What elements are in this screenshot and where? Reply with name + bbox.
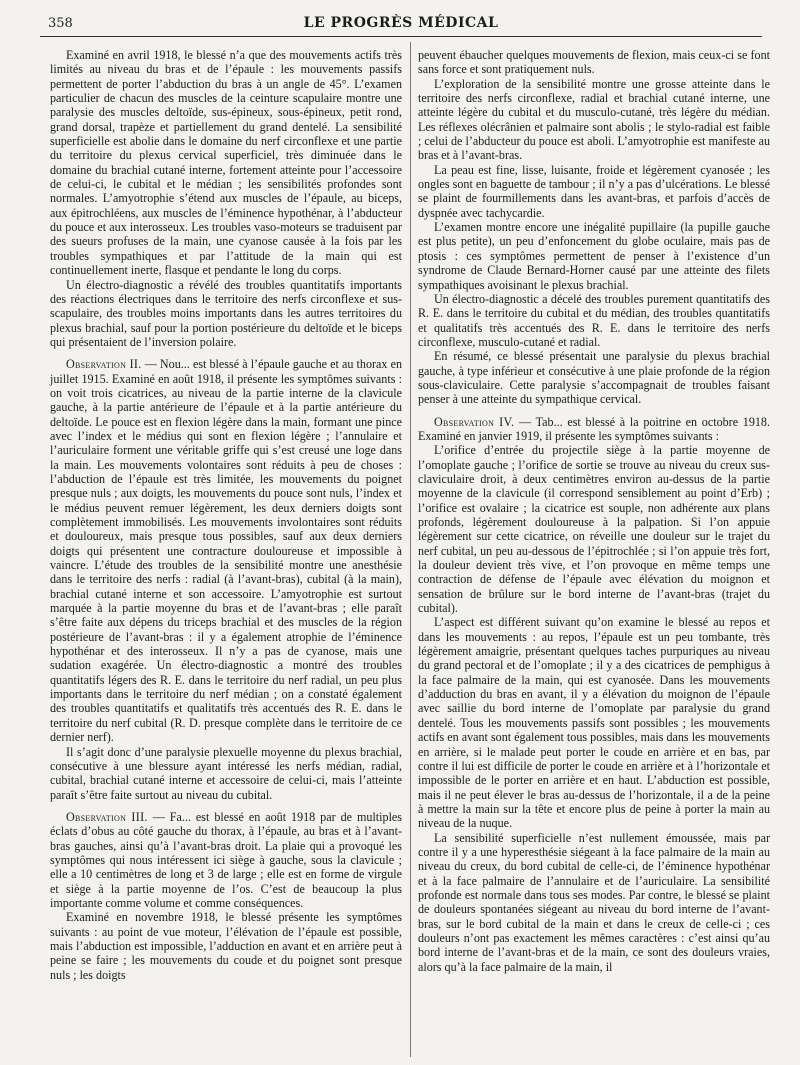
- paragraph-text: La peau est fine, lisse, luisante, froide et légèrement cyanosée ; les ongles sont en baguette de tambour ; il n’y a pas d’ulcérations. Le blessé se plaint de fourmillements dans les avant-bras, et parfois d’accès de dyspnée avec tachycardie.: [418, 162, 770, 220]
- paragraph: [418, 443, 770, 615]
- paragraph-text: L’aspect est différent suivant qu’on examine le blessé au repos et dans les mouvements : au repos, l’épaule est un peu tombante, très légèrement amaigrie, présentant quelques taches purpuriques au niveau du grand pectoral et de l’omoplate ; il y a des cicatrices de pemphigus à la face palmaire de la main, qui est cyanosée. Dans les mouvements d’adduction du bras en avant, il y a élévation du moignon de l’épaule avec saillie du bord interne de l’omoplate par paralysie du grand dentelé. Tous les mouvements passifs sont possibles ; les mouvements actifs en avant sont également tous possibles, mais dans les mouvements en arrière, si le malade peut porter le coude en arrière et en bas, par contre il lui est difficile de porter le coude en arrière et à l’horizontale et impossible de le porter en arrière et en haut. L’abduction est possible, mais il ne peut élever le bras au-dessus de l’horizontale, il a de la peine à mettre la main sur la tête et encore plus de peine à porter la main au niveau de la nuque.: [418, 615, 770, 831]
- paragraph-text: Un électro-diagnostic a révélé des troubles quantitatifs importants des réactions électriques dans le territoire des nerfs circonflexe et sus-scapulaire, des troubles moins importants dans les autres territoires du plexus brachial, sauf pour la portion postérieure du deltoïde et le biceps qui présentaient de l’inversion polaire.: [50, 277, 402, 349]
- paragraph: [50, 278, 402, 350]
- observation-heading: Observation IV.: [434, 414, 515, 429]
- paragraph: [50, 48, 402, 278]
- paragraph-text: Examiné en novembre 1918, le blessé présente les symptômes suivants : au point de vue moteur, l’élévation de l’épaule est possible, mais l’abduction est impossible, l’adduction en avant et en arrière peut à peine se faire ; les mouvements du coude et du poignet sont presque nuls ; les doigts: [50, 910, 402, 982]
- column-divider: [410, 42, 411, 1057]
- paragraph-text: La sensibilité superficielle n’est nullement émoussée, mais par contre il y a une hyperesthésie siégeant à la face palmaire de la main au niveau du creux, du bord cubital de celle-ci, de l’éminence hypothénar et à la face palmaire de l’annulaire et de l’auriculaire. La sensibilité profonde est normale dans tous ses modes. Par contre, le blessé se plaint de douleurs spontanées siégeant au niveau du bord interne de l’avant-bras, sur le bord cubital de la main et dans le creux de celle-ci ; ces douleurs n’ont pas exactement les mêmes caractères : c’est ainsi qu’au bord interne de l’avant-bras et de la main, ce sont des douleurs vraies, alors qu’à la face palmaire de la main, il: [418, 830, 770, 974]
- left-column: [50, 48, 402, 982]
- paragraph-text: L’exploration de la sensibilité montre une grosse atteinte dans le territoire des nerfs circonflexe, radial et brachial cutané interne, une atteinte légère du cubital et du musculo-cutané, très légère du médian. Les réflexes olécrânien et palmaire sont abolis ; le stylo-radial est faible ; celui de l’abducteur du pouce est aboli. L’amyotrophie est manifeste au bras et à l’avant-bras.: [418, 76, 770, 163]
- observation-heading: Observation III.: [66, 809, 148, 824]
- journal-title: LE PROGRÈS MÉDICAL: [303, 15, 499, 31]
- paragraph: [50, 357, 402, 744]
- paragraph: [418, 349, 770, 406]
- paragraph-text: — Fa... est blessé en août 1918 par de multiples éclats d’obus au côté gauche du thorax, à l’épaule, au bras et à l’avant-bras gauches, ainsi qu’à l’avant-bras droit. La plaie qui a provoqué les symptômes qui nous intéressent ici siège à gauche, sous la clavicule ; elle a 10 centimètres de long et 3 de large ; elle est en forme de virgule et siège à la partie moyenne de l’os. C’est de beaucoup la plus importante comme volume et comme conséquences.: [50, 809, 403, 910]
- paragraph: [418, 831, 770, 974]
- paragraph-text: Examiné en avril 1918, le blessé n’a que des mouvements actifs très limités au niveau du bras et de l’épaule : les mouvements passifs permettent de porter l’abduction du bras à un angle de 45°. L’examen particulier de chacun des muscles de la ceinture scapulaire montre une paralysie des muscles deltoïde, sus-épineux, sous-épineux, petit rond, grand dorsal, trapèze et partiellement du grand dentelé. La sensibilité superficielle est abolie dans le domaine du nerf circonflexe et une partie du territoire du plexus cervical superficiel, très diminuée dans le domaine du brachial cutané interne, fortement atteinte pour l’accessoire de celui-ci, le cubital et le médian ; les sensibilités profondes sont normales. L’amyotrophie s’étend aux muscles de l’épaule, au biceps, aux épitrochléens, aux muscles de l’éminence hypothénar, à l’abducteur du pouce et aux interosseux. Les troubles vaso-moteurs se traduisent par des sueurs profuses de la main, une cyanose causée à la fois par les troubles sympathiques et par l’attitude de la main qui est continuellement inerte, flasque et pendante le long du corps.: [50, 48, 402, 278]
- paragraph: [50, 745, 402, 802]
- right-column: [418, 48, 770, 974]
- paragraph: [418, 48, 770, 77]
- paragraph: [418, 77, 770, 163]
- paragraph-text: — Nou... est blessé à l’épaule gauche et au thorax en juillet 1915. Examiné en août 1918, il présente les symptômes suivants : on voit trois cicatrices, au niveau de la partie interne de la clavicule gauche, à la partie antérieure de l’épaule et à la partie antérieure du deltoïde. Le pouce est en flexion légère dans la main, formant une pince avec l’index et le médius qui sont en flexion légère ; l’annulaire et l’auriculaire forment une véritable griffe qui s’est creusé une loge dans la main. Les mouvements volontaires sont réduits à peu de choses : l’abduction de l’épaule est très limitée, les mouvements du poignet presque nuls ; aux doigts, les mouvements du pouce sont nuls, l’index et le médius peuvent remuer légèrement, les deux derniers doigts sont complètement immobilisés. Les mouvements involontaires sont réduits et douloureux, mais presque tous possibles, sauf aux deux derniers doigts qui présentent une contracture douloureuse et impossible à vaincre. L’étude des troubles de la sensibilité montre une anesthésie dans le territoire des nerfs : radial (à l’avant-bras), cubital (à la main), brachial cutané interne et son accessoire. L’amyotrophie est surtout marquée à la partie moyenne du bras et de l’avant-bras ; elle paraît s’être faite aux dépens du triceps brachial et des muscles de la région postérieure de l’avant-bras : il y a également atrophie de l’éminence hypothénar et des interosseux. Il n’y a pas de cyanose, mais une sudation exagérée. Un électro-diagnostic a montré des troubles quantitatifs légers des R. E. dans le territoire du nerf radial, un peu plus importants dans le territoire du nerf médian ; on a constaté également des troubles quantitatifs et qualitatifs très accentués des R. E. dans le territoire du nerf cubital (R. D. presque complète dans le territoire de ce dernier nerf).: [50, 357, 402, 745]
- running-header: [40, 12, 762, 37]
- paragraph-text: Il s’agit donc d’une paralysie plexuelle moyenne du plexus brachial, consécutive à une blessure ayant intéressé les nerfs médian, radial, cubital, brachial cutané interne et accessoire de celui-ci, mais l’atteinte paraît s’être faite surtout au niveau du cubital.: [50, 744, 402, 802]
- paragraph: [418, 220, 770, 292]
- paragraph-text: — Tab... est blessé à la poitrine en octobre 1918. Examiné en janvier 1919, il présente les symptômes suivants :: [418, 414, 770, 443]
- paragraph: [50, 810, 402, 910]
- paragraph-text: En résumé, ce blessé présentait une paralysie du plexus brachial gauche, à type inférieur et consécutive à une plaie profonde de la région sous-claviculaire. Cette paralysie s’accompagnait de troubles faisant penser à une atteinte du sympathique cervical.: [418, 349, 770, 407]
- page-number: 358: [48, 16, 73, 31]
- paragraph-text: peuvent ébaucher quelques mouvements de flexion, mais ceux-ci se font sans force et sont pratiquement nuls.: [418, 48, 770, 77]
- observation-heading: Observation II.: [66, 357, 142, 372]
- paragraph-text: L’examen montre encore une inégalité pupillaire (la pupille gauche est plus petite), un peu d’enfoncement du globe oculaire, mais pas de ptosis : ces symptômes permettent de penser à l’existence d’un syndrome de Claude Bernard-Horner causé par une atteinte des filets sympathiques avoisinant le plexus brachial.: [418, 220, 770, 292]
- paragraph: [50, 910, 402, 982]
- paragraph-text: Un électro-diagnostic a décelé des troubles purement quantitatifs des R. E. dans le territoire du cubital et du médian, des troubles quantitatifs et qualitatifs très accentués des R. E. dans le territoire des nerfs circonflexe, musculo-cutané et radial.: [418, 291, 770, 349]
- paragraph: [418, 292, 770, 349]
- paragraph-text: L’orifice d’entrée du projectile siège à la partie moyenne de l’omoplate gauche ; l’orifice de sortie se trouve au niveau du creux sus-claviculaire droit, à deux centimètres environ au-dessus de la partie moyenne de la clavicule (il correspond sensiblement au point d’Erb) ; l’orifice est ovalaire ; la cicatrice est souple, non adhérente aux plans profonds, légèrement douloureuse à la palpation. Si l’on appuie légèrement sur cette cicatrice, on réveille une douleur sur le trajet du nerf cubital, un peu au-dessous de l’épitrochlée ; si l’on appuie très fort, la douleur devient très vive, et l’on provoque en même temps une contraction de défense de l’épaule avec élévation du moignon et sensation de brûlure sur le bord interne de l’avant-bras (trajet du cubital).: [418, 443, 770, 616]
- paragraph: [418, 163, 770, 220]
- paragraph: [418, 415, 770, 444]
- paragraph: [418, 615, 770, 830]
